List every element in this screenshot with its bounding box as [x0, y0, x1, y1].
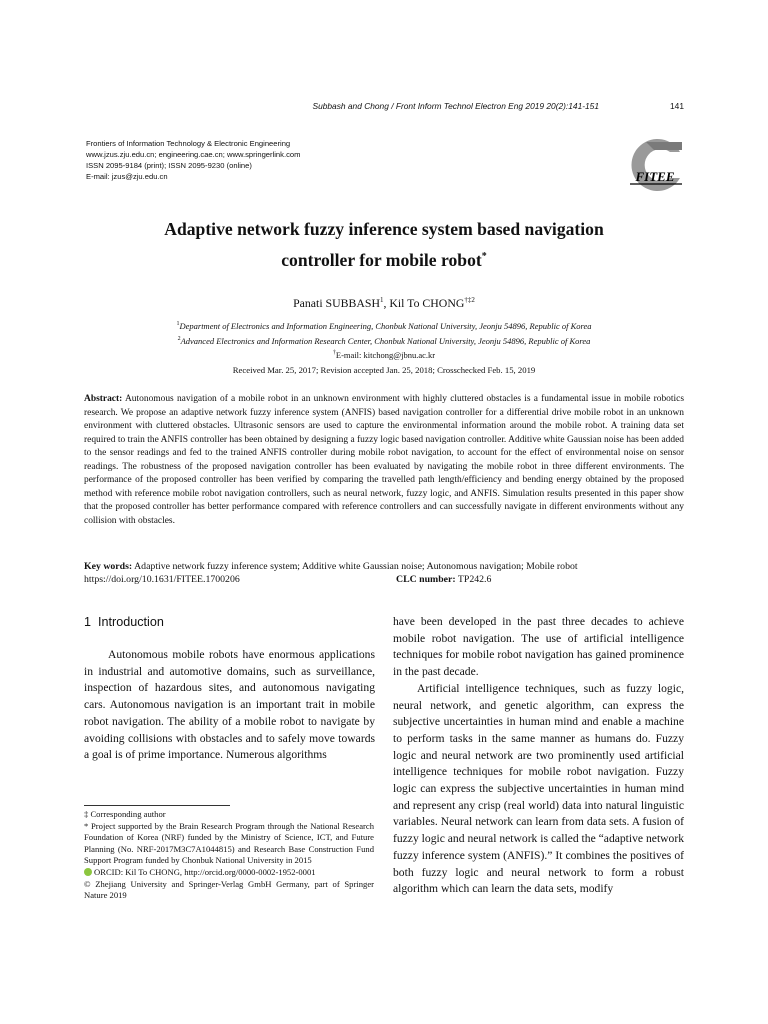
- footnote-divider: [84, 805, 230, 806]
- title-line-2: [84, 243, 684, 274]
- footnote-project: * Project supported by the Brain Research Program through the National Research Foundation of Korea (NRF) funded by the Ministry of Science, ICT, and Future Planning (No. NRF-2017M3C7A1044815) and Research Base Construction Fund Support Program funded by Chonbuk National University in 2015: [84, 820, 374, 866]
- author-list: [84, 296, 684, 311]
- orcid-icon: [84, 868, 92, 876]
- author-1-sup: 1: [379, 296, 384, 305]
- abstract-text: Autonomous navigation of a mobile robot in an unknown environment with highly cluttered obstacles is a fundamental issue in mobile robotics research. We propose an adaptive network fuzzy inference system (ANFIS) based navigation controller for a differential drive mobile robot in an unknown environment with cluttered obstacles. Ultrasonic sensors are used to capture the environmental information around the mobile robot. A training data set required to train the ANFIS controller has been obtained by designing a fuzzy logic based navigation controller. Additive white Gaussian noise has been added to the sensor readings and fed to the trained ANFIS controller during mobile robot navigation, to account for the effect of environmental noise on sensor readings. The robustness of the proposed navigation controller has been evaluated by navigating the mobile robot in three different environments. The performance of the proposed controller has been verified by comparing the travelled path length/efficiency and bending energy obtained by the proposed method with reference mobile robot navigation controllers, such as neural network, fuzzy logic, and ANFIS. Simulation results presented in this paper show that the proposed controller has better performance compared with reference controllers and can successfully navigate in different environments without any collision with obstacles.: [84, 394, 684, 526]
- abstract-label: Abstract:: [84, 394, 123, 404]
- affiliation-2-text: Advanced Electronics and Information Research Center, Chonbuk National University, Jeonju 54896, Republic of Korea: [180, 335, 591, 346]
- right-paragraph-1: Artificial intelligence techniques, such as fuzzy logic, neural network, and genetic algorithm, can express the subjective uncertainties in human mind and enable a machine to perform tasks in the same manner as humans do. Fuzzy logic and neural network are two prominently used artificial intelligence techniques for mobile robot navigation. Fuzzy logic can express the subjective uncertainties in human mind and represent any crisp (real world) data into natural linguistic variables. Neural network can learn from data sets. A fusion of fuzzy logic and neural network is called the “adaptive network fuzzy inference system (ANFIS).” It combines the positives of both fuzzy logic and neural network to form a robust algorithm which can learn the data sets, modify: [393, 681, 684, 896]
- contact-text: E-mail: kitchong@jbnu.ac.kr: [335, 350, 436, 360]
- section-heading: [84, 615, 164, 629]
- footnote-orcid: [84, 867, 374, 879]
- left-paragraph-1: Autonomous mobile robots have enormous applications in industrial and automotive domains, such as surveillance, inspection of hazardous sites, and autonomous navigating cars. Autonomous navigation is an important trait in mobile robot navigation. The ability of a mobile robot to navigate by avoiding collisions with obstacles and to safely move towards a goal is of prime importance. Numerous algorithms: [84, 648, 375, 762]
- author-2-sup: †‡2: [464, 296, 475, 305]
- title-line-2-text: controller for mobile robot: [281, 249, 482, 270]
- journal-name: Frontiers of Information Technology & Electronic Engineering: [86, 139, 291, 148]
- author-separator: ,: [383, 296, 390, 310]
- right-paragraph-0: have been developed in the past three decades to achieve mobile robot navigation. The use of artificial intelligence techniques for mobile robot navigation has gained prominence in the past decade.: [393, 615, 684, 679]
- journal-issn: ISSN 2095-9184 (print); ISSN 2095-9230 (online): [86, 160, 252, 170]
- clc-number: [396, 574, 491, 585]
- journal-websites: www.jzus.zju.edu.cn; engineering.cae.cn; www.springerlink.com: [86, 149, 301, 159]
- right-column: [393, 614, 684, 898]
- title-line-1: Adaptive network fuzzy inference system based navigation: [164, 219, 604, 239]
- section-title: Introduction: [98, 615, 164, 629]
- affiliation-1-text: Department of Electronics and Information Engineering, Chonbuk National University, Jeonju 54896, Republic of Korea: [179, 320, 592, 331]
- abstract: [84, 393, 684, 528]
- footnote-copyright: © Zhejiang University and Springer-Verlag GmbH Germany, part of Springer Nature 2019: [84, 878, 374, 901]
- footnote-orcid-text[interactable]: ORCID: Kil To CHONG, http://orcid.org/0000-0002-1952-0001: [94, 866, 316, 877]
- received-dates: Received Mar. 25, 2017; Revision accepted Jan. 25, 2018; Crosschecked Feb. 15, 2019: [232, 365, 536, 375]
- fitee-logo: [624, 134, 686, 196]
- page-number: 141: [670, 101, 684, 111]
- clc-value: TP242.6: [457, 574, 492, 585]
- section-number: 1: [84, 615, 92, 629]
- journal-info: [86, 139, 486, 183]
- affiliation-1: [84, 318, 684, 333]
- logo-text: FITEE: [635, 169, 675, 184]
- keywords-label: Key words:: [84, 561, 133, 572]
- author-1: Panati SUBBASH: [293, 296, 380, 310]
- journal-email: E-mail: jzus@zju.edu.cn: [86, 171, 168, 181]
- contact-email: [84, 350, 684, 360]
- contact-sup: †: [332, 350, 336, 357]
- title-star: *: [481, 251, 487, 262]
- left-column: [84, 647, 375, 764]
- author-2: Kil To CHONG: [389, 296, 465, 310]
- affiliation-2-sup: 2: [177, 336, 181, 342]
- affiliation-2: [84, 333, 684, 348]
- footnotes: [84, 809, 374, 902]
- keywords-text: Adaptive network fuzzy inference system; Additive white Gaussian noise; Autonomous navigation; Mobile robot: [134, 561, 578, 572]
- footnote-corresponding: ‡ Corresponding author: [84, 809, 166, 819]
- paper-title: [84, 216, 684, 274]
- keywords: [84, 560, 684, 574]
- clc-label: CLC number:: [396, 574, 456, 585]
- doi-link[interactable]: https://doi.org/10.1631/FITEE.1700206: [84, 574, 240, 585]
- doi-line: [84, 574, 684, 585]
- running-reference: Subbash and Chong / Front Inform Technol Electron Eng 2019 20(2):141-151: [312, 101, 599, 111]
- affiliation-1-sup: 1: [176, 321, 180, 327]
